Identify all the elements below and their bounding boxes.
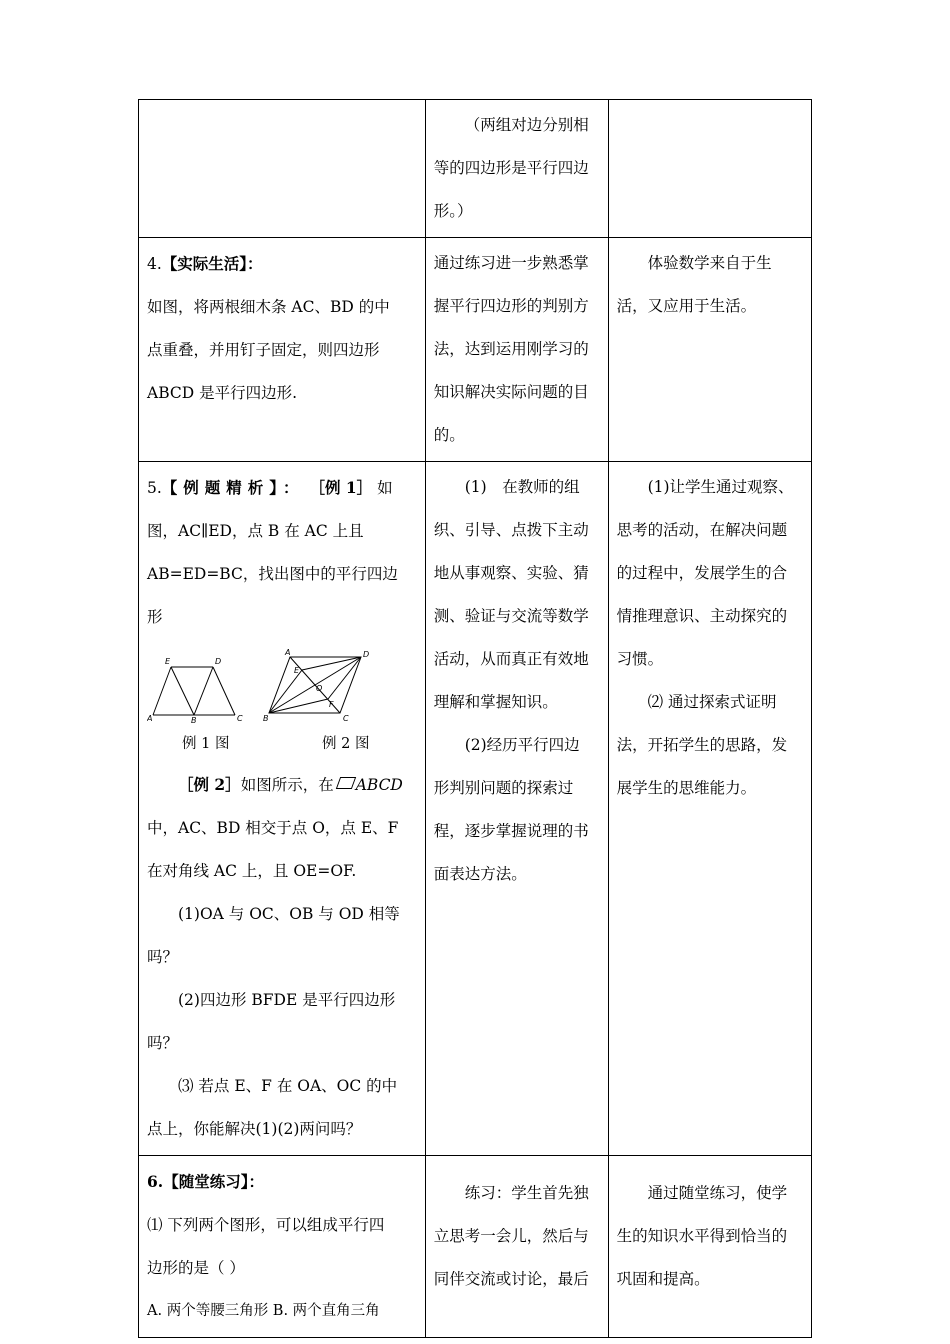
fig2-label: E — [294, 666, 300, 675]
fig1-label: A — [147, 714, 153, 723]
text-line: 在对角线 AC 上，且 OE=OF. — [147, 862, 357, 880]
section-heading — [147, 242, 417, 286]
text-line: ⑵ 通过探索式证明 — [647, 693, 777, 711]
text-line: ABCD 是平行四边形. — [147, 384, 298, 402]
text-line: 展学生的思维能力。 — [616, 779, 757, 797]
text-line: 点上，你能解决(1)(2)两问吗？ — [147, 1120, 362, 1138]
row3-col3-cell — [608, 462, 811, 1156]
text-line: 形。） — [433, 202, 473, 220]
fig1-label: C — [237, 714, 243, 723]
text-line: 形 — [147, 608, 163, 626]
text-line: 图，AC∥ED，点 B 在 AC 上且 — [147, 522, 364, 540]
example2-figure — [269, 657, 361, 713]
row2-col3-cell — [608, 238, 811, 462]
fig2-label: F — [329, 700, 334, 709]
row4-col3-cell — [608, 1156, 811, 1338]
row1-col1-cell — [139, 100, 426, 238]
text-fragment: 如 — [377, 479, 393, 497]
text-line: 巩固和提高。 — [616, 1270, 710, 1288]
text-line: ⑶ 若点 E、F 在 OA、OC 的中 — [178, 1077, 398, 1095]
text-line: （两组对边分别相 — [464, 116, 589, 134]
fig2-label: D — [363, 650, 370, 659]
heading-text: 【随堂练习】： — [163, 1172, 264, 1191]
fig1-label: E — [165, 657, 171, 666]
text-line: 练习：学生首先独 — [464, 1184, 589, 1202]
fig1-label: D — [215, 657, 222, 666]
example1-label: ［例 1］ — [309, 478, 373, 497]
fig2-label: A — [285, 648, 291, 657]
text-line: (1) 在教师的组 — [464, 478, 580, 496]
fig2-label: O — [316, 684, 323, 693]
text-line: 通过随堂练习，使学 — [647, 1184, 788, 1202]
text-line: 活，又应用于生活。 — [616, 297, 757, 315]
text-line: 点重叠，并用钉子固定，则四边形 — [147, 341, 380, 359]
example1-figure — [153, 667, 235, 715]
text-line: AB=ED=BC，找出图中的平行四边 — [147, 565, 398, 583]
text-line: 等的四边形是平行四边 — [433, 159, 589, 177]
text-line: 习惯。 — [616, 650, 664, 668]
text-line: 吗？ — [147, 948, 179, 966]
heading-text: 【例题精析】： — [161, 478, 305, 497]
parallelogram-icon — [336, 777, 356, 789]
figure-captions — [147, 723, 417, 763]
text-line: 地从事观察、实验、猜 — [433, 564, 589, 582]
section-heading — [147, 1160, 417, 1204]
row2-col1-cell — [139, 238, 426, 462]
text-fragment: ABCD — [355, 776, 403, 794]
text-line: 的。 — [433, 426, 465, 444]
example-figures-svg — [147, 645, 397, 723]
text-line: ⑴ 下列两个图形，可以组成平行四 — [147, 1216, 385, 1234]
text-line: 形判别问题的探索过 — [433, 779, 574, 797]
table-row — [139, 238, 812, 462]
text-line: 中，AC、BD 相交于点 O，点 E、F — [147, 819, 399, 837]
text-line: 边形的是（ ） — [147, 1259, 245, 1277]
fig1-label: B — [191, 716, 197, 723]
example1-caption: 例 1 图 — [182, 736, 230, 752]
heading-number: 5. — [147, 479, 162, 497]
text-line: 法，达到运用刚学习的 — [433, 340, 589, 358]
row1-col3-cell — [608, 100, 811, 238]
fig2-label: B — [263, 714, 269, 723]
heading-number: 4. — [147, 255, 162, 273]
row3-col2-cell — [425, 462, 608, 1156]
text-line: 如图，将两根细木条 AC、BD 的中 — [147, 298, 390, 316]
text-line: 同伴交流或讨论，最后 — [433, 1270, 589, 1288]
row3-col1-cell — [139, 462, 426, 1156]
text-line: 立思考一会儿，然后与 — [433, 1227, 589, 1245]
table-row — [139, 1156, 812, 1338]
text-line: 测、验证与交流等数学 — [433, 607, 589, 625]
text-line: 通过练习进一步熟悉掌 — [433, 254, 589, 272]
text-line: 握平行四边形的判别方 — [433, 297, 589, 315]
section-heading — [147, 466, 417, 510]
text-line: 的过程中，发展学生的合 — [616, 564, 788, 582]
text-line: (1)OA 与 OC、OB 与 OD 相等 — [178, 905, 400, 923]
text-line: 面表达方法。 — [433, 865, 527, 883]
text-line: (2)经历平行四边 — [464, 736, 580, 754]
text-line: 体验数学来自于生 — [647, 254, 772, 272]
row4-col2-cell — [425, 1156, 608, 1338]
text-line: 织、引导、点拨下主动 — [433, 521, 589, 539]
text-line: (1)让学生通过观察、 — [647, 478, 794, 496]
row4-col1-cell — [139, 1156, 426, 1338]
lesson-plan-table — [138, 99, 812, 1338]
text-line: A. 两个等腰三角形 B. 两个直角三角 — [147, 1303, 380, 1319]
text-line: (2)四边形 BFDE 是平行四边形 — [178, 991, 396, 1009]
text-line: 活动，从而真正有效地 — [433, 650, 589, 668]
fig2-label: C — [343, 714, 349, 723]
text-line: 吗？ — [147, 1034, 179, 1052]
text-line: 生的知识水平得到恰当的 — [616, 1227, 788, 1245]
row2-col2-cell — [425, 238, 608, 462]
heading-number: 6. — [147, 1172, 164, 1191]
example2-caption: 例 2 图 — [322, 736, 370, 752]
example-figures — [147, 645, 417, 723]
text-line: 法，开拓学生的思路，发 — [616, 736, 788, 754]
text-line: 程，逐步掌握说理的书 — [433, 822, 589, 840]
row1-col2-cell — [425, 100, 608, 238]
text-line: 情推理意识、主动探究的 — [616, 607, 788, 625]
table-row — [139, 100, 812, 238]
table-row — [139, 462, 812, 1156]
example2-intro — [147, 763, 417, 807]
heading-text: 【实际生活】： — [161, 254, 263, 273]
example2-label: ［例 2］ — [178, 775, 241, 794]
text-line: 知识解决实际问题的目 — [433, 383, 589, 401]
text-line: 理解和掌握知识。 — [433, 693, 558, 711]
text-line: 思考的活动，在解决问题 — [616, 521, 788, 539]
text-fragment: 如图所示，在 — [240, 776, 334, 794]
